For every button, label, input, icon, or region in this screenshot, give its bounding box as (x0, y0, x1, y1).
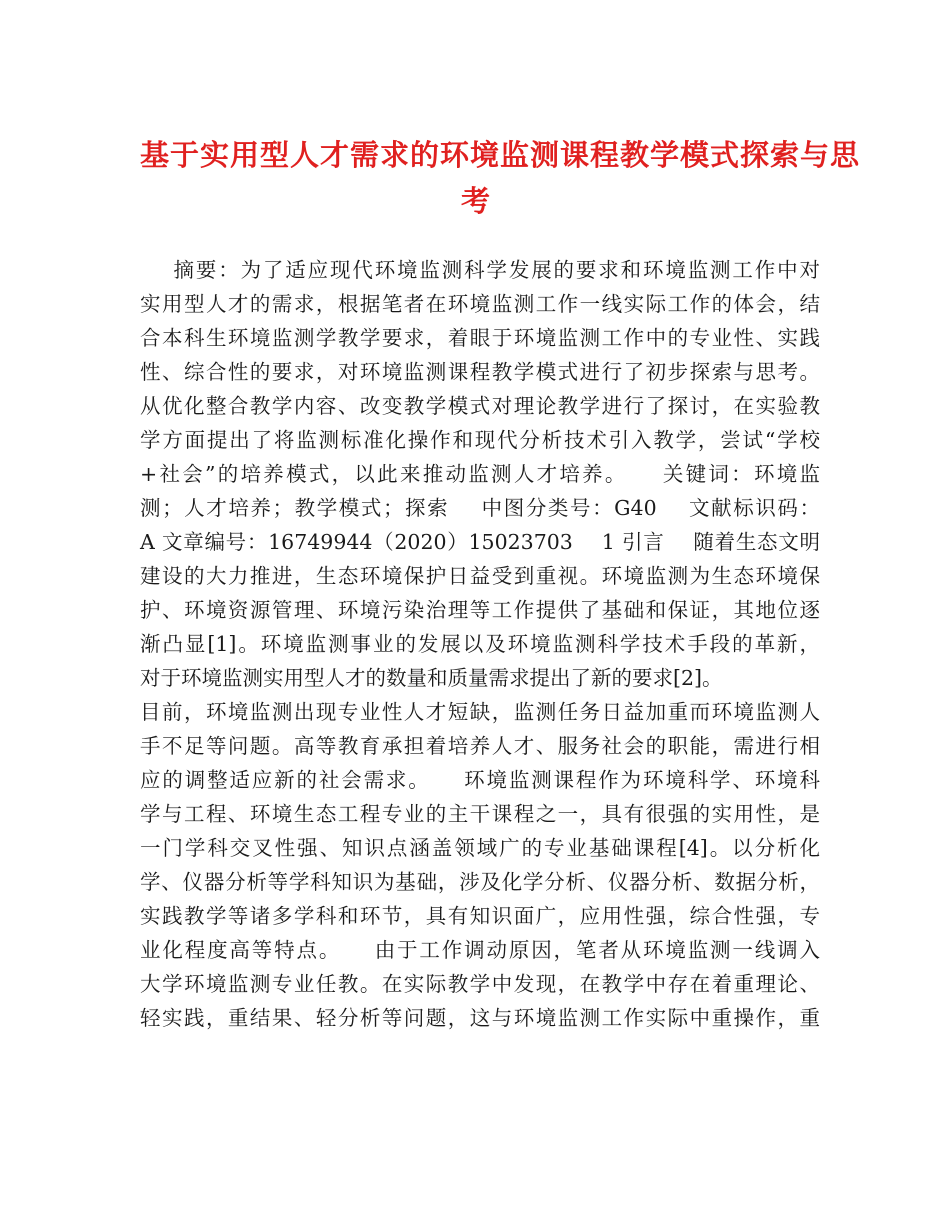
body-line: A 文章编号：16749944（2020）15023703 1 引言 随着生态文明 (140, 530, 820, 554)
body-line: 业化程度高等特点。 由于工作调动原因，笔者从环境监测一线调入 (140, 938, 820, 962)
body-line: 轻实践，重结果、轻分析等问题，这与环境监测工作实际中重操作，重 (140, 1006, 820, 1030)
body-line: 摘要：为了适应现代环境监测科学发展的要求和环境监测工作中对 (140, 258, 820, 282)
body-line: 手不足等问题。高等教育承担着培养人才、服务社会的职能，需进行相 (140, 734, 820, 758)
body-line: 对于环境监测实用型人才的数量和质量需求提出了新的要求[2]。 (140, 666, 723, 690)
body-line: 学、仪器分析等学科知识为基础，涉及化学分析、仪器分析、数据分析， (140, 870, 820, 894)
body-line: 从优化整合教学内容、改变教学模式对理论教学进行了探讨，在实验教 (140, 394, 820, 418)
document-title-line-2: 考 (460, 184, 491, 218)
body-line: 测；人才培养；教学模式；探索 中图分类号：G40 文献标识码： (140, 496, 820, 520)
body-line: 实践教学等诸多学科和环节，具有知识面广，应用性强，综合性强，专 (140, 904, 820, 928)
body-line: +社会”的培养模式，以此来推动监测人才培养。 关键词：环境监 (140, 462, 820, 486)
body-line: 目前，环境监测出现专业性人才短缺，监测任务日益加重而环境监测人 (140, 700, 820, 724)
body-line: 大学环境监测专业任教。在实际教学中发现，在教学中存在着重理论、 (140, 972, 820, 996)
body-line: 学方面提出了将监测标准化操作和现代分析技术引入教学，尝试“学校 (140, 428, 820, 452)
body-line: 应的调整适应新的社会需求。 环境监测课程作为环境科学、环境科 (140, 768, 820, 792)
body-line: 一门学科交叉性强、知识点涵盖领域广的专业基础课程[4]。以分析化 (140, 836, 820, 860)
body-line: 建设的大力推进，生态环境保护日益受到重视。环境监测为生态环境保 (140, 564, 820, 588)
body-line: 渐凸显[1]。环境监测事业的发展以及环境监测科学技术手段的革新， (140, 632, 820, 656)
document-title-line-1: 基于实用型人才需求的环境监测课程教学模式探索与思 (140, 138, 861, 172)
body-line: 实用型人才的需求，根据笔者在环境监测工作一线实际工作的体会，结 (140, 292, 820, 316)
body-line: 性、综合性的要求，对环境监测课程教学模式进行了初步探索与思考。 (140, 360, 820, 384)
document-body (140, 253, 820, 1035)
body-line: 护、环境资源管理、环境污染治理等工作提供了基础和保证，其地位逐 (140, 598, 820, 622)
body-line: 学与工程、环境生态工程专业的主干课程之一，具有很强的实用性，是 (140, 802, 820, 826)
body-line: 合本科生环境监测学教学要求，着眼于环境监测工作中的专业性、实践 (140, 326, 820, 350)
